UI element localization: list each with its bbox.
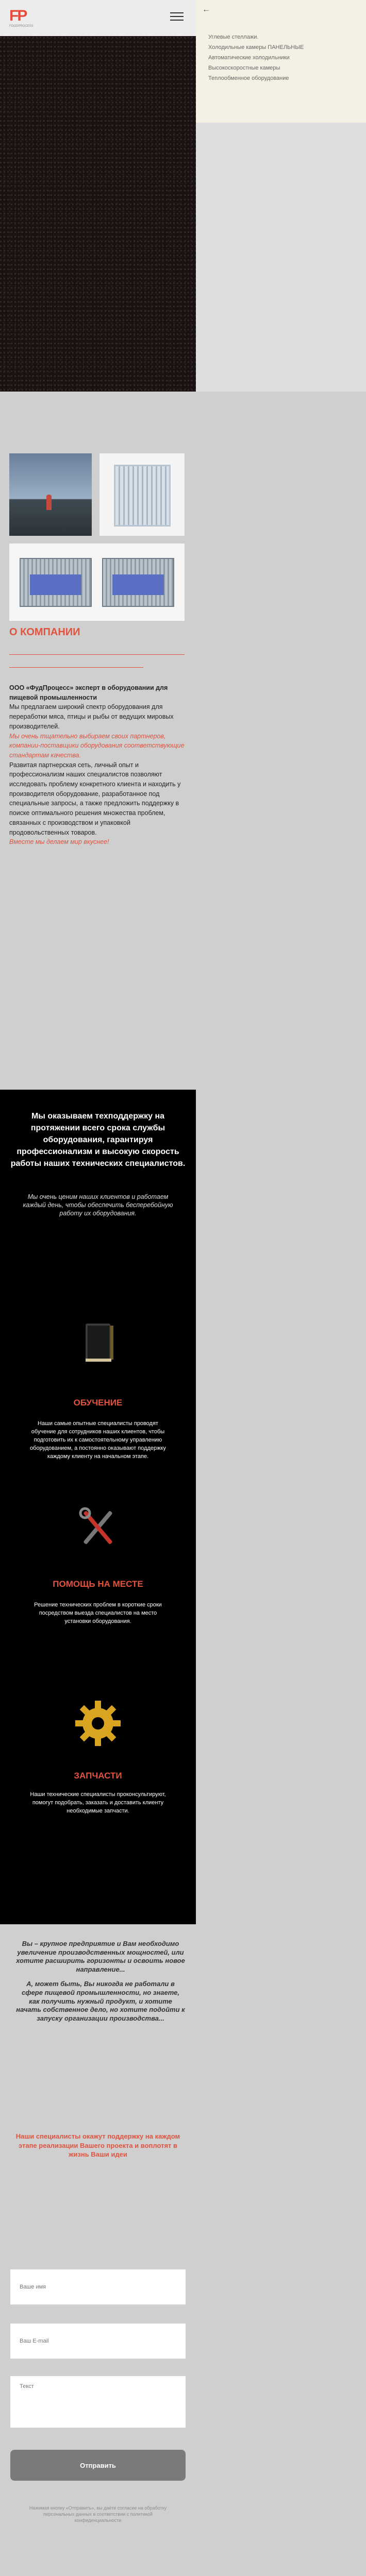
menu-burger-icon[interactable] <box>170 11 184 22</box>
gallery-image-rack <box>99 453 185 536</box>
quote-paragraph: Вы – крупное предприятие и Вам необходимо увеличение производственных мощностей, или хотите расширить горизонты и освоить новое направление... <box>16 1940 185 1973</box>
service-title: ЗАПЧАСТИ <box>74 1771 122 1781</box>
about-paragraph: ООО «ФудПроцесс» эксперт в оборудовании для пищевой промышленности <box>9 684 168 701</box>
side-menu-item[interactable]: Автоматические холодильники <box>208 55 290 61</box>
about-text <box>9 683 185 847</box>
about-paragraph: Мы предлагаем широкий спектр оборудования для переработки мяса, птицы и рыбы от ведущих мировых производителей. <box>9 703 174 730</box>
wrench-screwdriver-icon <box>72 1502 124 1553</box>
about-paragraph: Развитая партнерская сеть, личный опыт и профессионализм наших специалистов позволяют исследовать проблему конкретного клиента и находить у производителя оборудование, разработанное под специальные запросы, а также предложить поддержку в поиске оптимального решения множества проблем, связанных с производством и упаковкой продовольственных товаров. <box>9 761 181 836</box>
quote-paragraph: А, может быть, Вы никогда не работали в сфере пищевой промышленности, но знаете, как получить нужный продукт, и хотите начать собственное дело, но хотите подойти к запуску организации производства... <box>16 1980 185 2022</box>
side-menu-panel <box>196 0 366 123</box>
header <box>0 0 196 36</box>
email-field[interactable] <box>10 2324 186 2359</box>
side-menu-item[interactable]: Высокоскоростные камеры <box>208 65 280 71</box>
submit-button[interactable]: Отправить <box>10 2450 186 2481</box>
quote <box>15 1940 186 2029</box>
side-backdrop <box>196 123 366 392</box>
service-text: Наши самые опытные специалисты проводят обучение для сотрудников наших клиентов, чтобы подготовить их к самостоятельному управлению оборудованием, а постоянно оказывают поддержку каждому клиенту на начальном этапе. <box>30 1420 166 1460</box>
gallery-image-person <box>9 453 92 536</box>
side-menu-item[interactable]: Углевые стеллажи. <box>208 34 259 40</box>
consent-note: Нажимая кнопку «Отправить», вы даёте согласие на обработку персональных данных в соответствии с политикой конфиденциальности <box>29 2505 167 2523</box>
logo-text: FP <box>9 7 26 24</box>
gear-icon <box>72 1698 124 1749</box>
gallery-image-machine <box>9 544 185 621</box>
support-subheading: Мы очень ценим наших клиентов и работаем каждый день, чтобы обеспечить бесперебойную работу их оборудования. <box>23 1193 173 1217</box>
logo[interactable] <box>9 7 45 28</box>
logo-tagline: FOODPROCESS <box>9 25 34 28</box>
service-title: ПОМОЩЬ НА МЕСТЕ <box>53 1579 143 1589</box>
divider <box>9 667 143 668</box>
service-text: Наши технические специалисты проконсультируют, помогут подобрать, заказать и доставить клиенту необходимые запчасти. <box>30 1791 166 1814</box>
side-menu-item[interactable]: Холодильные камеры ПАНЕЛЬНЫЕ <box>208 44 304 50</box>
form-title: Наши специалисты окажут поддержку на каждом этапе реализации Вашего проекта и воплотят в жизнь Ваши идеи <box>15 2132 180 2158</box>
support-section <box>0 1090 196 1924</box>
back-arrow-icon[interactable]: ← <box>202 5 210 14</box>
support-heading: Мы оказываем техподдержку на протяжении всего срока службы оборудования, гарантируя профессионализм и высокую скорость работы наших технических специалистов. <box>10 1112 186 1168</box>
side-menu-item[interactable]: Теплообменное оборудование <box>208 75 289 81</box>
gallery <box>9 453 185 621</box>
hero-image <box>0 36 196 392</box>
about-paragraph: Вместе мы делаем мир вкуснее! <box>9 838 109 846</box>
name-field[interactable] <box>10 2269 186 2304</box>
message-field[interactable] <box>10 2376 186 2428</box>
about-title: О КОМПАНИИ <box>9 626 80 638</box>
divider <box>9 654 185 655</box>
about-paragraph: Мы очень тщательно выбираем своих партнеров, компании-поставщики оборудования соответствующие стандартам качества. <box>9 732 185 759</box>
service-title: ОБУЧЕНИЕ <box>73 1398 123 1408</box>
book-icon <box>72 1316 124 1368</box>
service-text: Решение технических проблем в короткие сроки посредством выезда специалистов на место установки оборудования. <box>34 1602 162 1624</box>
